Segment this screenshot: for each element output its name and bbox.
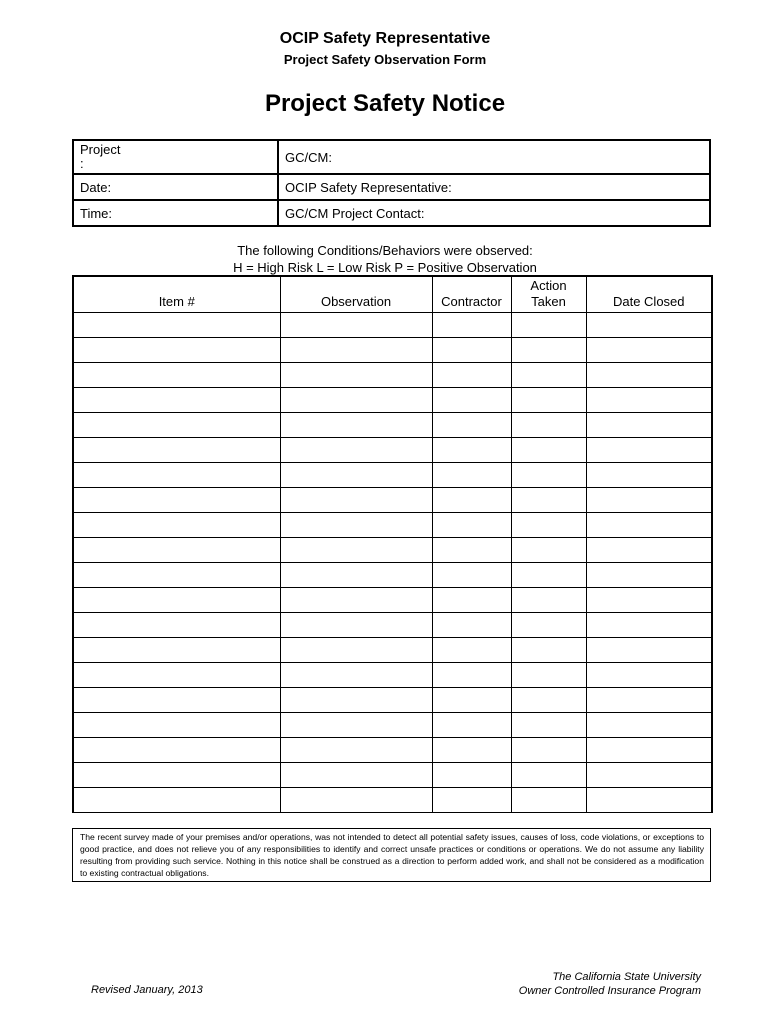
- date-closed-cell[interactable]: [586, 638, 712, 663]
- info-row-project: [73, 140, 710, 174]
- item-cell[interactable]: [73, 438, 280, 463]
- contractor-cell[interactable]: [432, 413, 511, 438]
- observation-cell[interactable]: [280, 463, 432, 488]
- observation-cell[interactable]: [280, 538, 432, 563]
- date-closed-cell[interactable]: [586, 438, 712, 463]
- observation-cell[interactable]: [280, 788, 432, 813]
- contractor-cell[interactable]: [432, 513, 511, 538]
- item-cell[interactable]: [73, 638, 280, 663]
- table-row: [73, 788, 712, 813]
- form-org-heading: OCIP Safety Representative: [279, 30, 491, 47]
- contractor-cell[interactable]: [432, 363, 511, 388]
- table-row: [73, 688, 712, 713]
- observation-cell[interactable]: [280, 513, 432, 538]
- contractor-cell[interactable]: [432, 638, 511, 663]
- contractor-cell[interactable]: [432, 438, 511, 463]
- item-cell[interactable]: [73, 613, 280, 638]
- footer-org: [519, 970, 701, 998]
- date-closed-cell[interactable]: [586, 738, 712, 763]
- item-cell[interactable]: [73, 338, 280, 363]
- contractor-cell[interactable]: [432, 563, 511, 588]
- action-taken-cell[interactable]: [511, 588, 586, 613]
- contractor-cell[interactable]: [432, 688, 511, 713]
- action-taken-cell[interactable]: [511, 563, 586, 588]
- date-closed-cell[interactable]: [586, 413, 712, 438]
- action-taken-cell[interactable]: [511, 388, 586, 413]
- disclaimer-text: The recent survey made of your premises and/or operations, was not intended to detect all potential safety issues, causes of loss, code violations, or exceptions to good practice, and does not relieve you of any responsibilities to identify and correct unsafe practices or conditions or operations. We do not assume any liability resulting from providing such service. Nothing in this notice shall be construed as a direction to perform added work, and shall not be considered as a modification to existing contractual obligations.: [72, 828, 711, 882]
- ocip-rep-field[interactable]: [278, 174, 710, 200]
- date-closed-cell[interactable]: [586, 563, 712, 588]
- item-cell[interactable]: [73, 563, 280, 588]
- date-closed-cell[interactable]: [586, 313, 712, 338]
- observation-cell[interactable]: [280, 363, 432, 388]
- table-row: [73, 438, 712, 463]
- observation-cell[interactable]: [280, 338, 432, 363]
- table-row: [73, 463, 712, 488]
- contractor-cell[interactable]: [432, 738, 511, 763]
- contractor-cell[interactable]: [432, 463, 511, 488]
- action-taken-cell[interactable]: [511, 788, 586, 813]
- item-cell[interactable]: [73, 663, 280, 688]
- col-header-observation: Observation: [280, 276, 432, 313]
- observation-cell[interactable]: [280, 313, 432, 338]
- contractor-cell[interactable]: [432, 388, 511, 413]
- project-field[interactable]: [73, 140, 278, 174]
- gccm-label: GC/CM:: [285, 149, 332, 165]
- item-cell[interactable]: [73, 763, 280, 788]
- table-row: [73, 513, 712, 538]
- table-row: [73, 388, 712, 413]
- observation-cell[interactable]: [280, 663, 432, 688]
- observation-cell[interactable]: [280, 763, 432, 788]
- table-row: [73, 763, 712, 788]
- ocip-rep-label: OCIP Safety Representative:: [285, 179, 452, 195]
- table-row: [73, 738, 712, 763]
- action-taken-cell[interactable]: [511, 688, 586, 713]
- contractor-cell[interactable]: [432, 313, 511, 338]
- action-taken-cell[interactable]: [511, 613, 586, 638]
- contractor-cell[interactable]: [432, 788, 511, 813]
- risk-legend: H = High Risk L = Low Risk P = Positive Observation: [233, 260, 537, 275]
- time-field[interactable]: [73, 200, 278, 226]
- project-info-table: [72, 139, 711, 227]
- observation-cell[interactable]: [280, 738, 432, 763]
- date-closed-cell[interactable]: [586, 713, 712, 738]
- contractor-cell[interactable]: [432, 538, 511, 563]
- observation-cell[interactable]: [280, 388, 432, 413]
- date-closed-cell[interactable]: [586, 538, 712, 563]
- table-row: [73, 413, 712, 438]
- table-row: [73, 588, 712, 613]
- item-cell[interactable]: [73, 588, 280, 613]
- date-closed-cell[interactable]: [586, 513, 712, 538]
- item-cell[interactable]: [73, 463, 280, 488]
- action-taken-cell[interactable]: [511, 738, 586, 763]
- gccm-contact-field[interactable]: [278, 200, 710, 226]
- observation-cell[interactable]: [280, 713, 432, 738]
- observation-rows: [73, 313, 712, 813]
- table-row: [73, 488, 712, 513]
- date-closed-cell[interactable]: [586, 338, 712, 363]
- info-row-date: [73, 174, 710, 200]
- observation-table: [72, 275, 713, 813]
- table-row: [73, 338, 712, 363]
- date-closed-cell[interactable]: [586, 613, 712, 638]
- date-closed-cell[interactable]: [586, 763, 712, 788]
- form-subheading: Project Safety Observation Form: [283, 52, 487, 67]
- time-label: Time:: [80, 205, 113, 221]
- col-header-action-line2: Taken: [531, 294, 566, 309]
- gccm-contact-label: GC/CM Project Contact:: [285, 205, 425, 221]
- action-taken-cell[interactable]: [511, 438, 586, 463]
- col-header-action-line1: Action: [530, 278, 567, 293]
- item-cell[interactable]: [73, 713, 280, 738]
- observation-cell[interactable]: [280, 413, 432, 438]
- table-row: [73, 363, 712, 388]
- table-row: [73, 313, 712, 338]
- date-field[interactable]: [73, 174, 278, 200]
- conditions-intro: The following Conditions/Behaviors were observed:: [237, 243, 533, 258]
- observation-cell[interactable]: [280, 613, 432, 638]
- footer-program: Owner Controlled Insurance Program: [518, 985, 701, 997]
- date-closed-cell[interactable]: [586, 663, 712, 688]
- contractor-cell[interactable]: [432, 663, 511, 688]
- date-closed-cell[interactable]: [586, 463, 712, 488]
- info-row-time: [73, 200, 710, 226]
- observation-cell[interactable]: [280, 563, 432, 588]
- footer-university: The California State University: [552, 971, 701, 983]
- table-row: [73, 613, 712, 638]
- table-row: [73, 563, 712, 588]
- item-cell[interactable]: [73, 413, 280, 438]
- date-closed-cell[interactable]: [586, 788, 712, 813]
- observation-cell[interactable]: [280, 588, 432, 613]
- action-taken-cell[interactable]: [511, 538, 586, 563]
- action-taken-cell[interactable]: [511, 513, 586, 538]
- date-closed-cell[interactable]: [586, 363, 712, 388]
- item-cell[interactable]: [73, 538, 280, 563]
- page-title: Project Safety Notice: [264, 90, 506, 117]
- item-cell[interactable]: [73, 688, 280, 713]
- project-label: Project: [80, 142, 121, 157]
- date-closed-cell[interactable]: [586, 688, 712, 713]
- item-cell[interactable]: [73, 313, 280, 338]
- action-taken-cell[interactable]: [511, 338, 586, 363]
- col-header-date-closed: Date Closed: [586, 276, 712, 313]
- revision-date: Revised January, 2013: [91, 984, 203, 996]
- action-taken-cell[interactable]: [511, 713, 586, 738]
- col-header-contractor: Contractor: [432, 276, 511, 313]
- action-taken-cell[interactable]: [511, 363, 586, 388]
- item-cell[interactable]: [73, 738, 280, 763]
- item-cell[interactable]: [73, 513, 280, 538]
- date-closed-cell[interactable]: [586, 588, 712, 613]
- observation-cell[interactable]: [280, 438, 432, 463]
- contractor-cell[interactable]: [432, 763, 511, 788]
- action-taken-cell[interactable]: [511, 763, 586, 788]
- action-taken-cell[interactable]: [511, 638, 586, 663]
- date-closed-cell[interactable]: [586, 388, 712, 413]
- col-header-action-taken: [511, 276, 586, 313]
- table-row: [73, 713, 712, 738]
- contractor-cell[interactable]: [432, 488, 511, 513]
- date-closed-cell[interactable]: [586, 488, 712, 513]
- item-cell[interactable]: [73, 788, 280, 813]
- contractor-cell[interactable]: [432, 613, 511, 638]
- observation-cell[interactable]: [280, 488, 432, 513]
- table-row: [73, 663, 712, 688]
- item-cell[interactable]: [73, 488, 280, 513]
- col-header-item: Item #: [73, 276, 280, 313]
- action-taken-cell[interactable]: [511, 663, 586, 688]
- action-taken-cell[interactable]: [511, 488, 586, 513]
- table-row: [73, 638, 712, 663]
- action-taken-cell[interactable]: [511, 413, 586, 438]
- contractor-cell[interactable]: [432, 588, 511, 613]
- project-label-colon: :: [80, 156, 84, 171]
- observation-cell[interactable]: [280, 638, 432, 663]
- action-taken-cell[interactable]: [511, 313, 586, 338]
- observation-header-row: [73, 276, 712, 313]
- action-taken-cell[interactable]: [511, 463, 586, 488]
- item-cell[interactable]: [73, 388, 280, 413]
- item-cell[interactable]: [73, 363, 280, 388]
- gccm-field[interactable]: [278, 140, 710, 174]
- date-label: Date:: [80, 179, 112, 195]
- contractor-cell[interactable]: [432, 713, 511, 738]
- table-row: [73, 538, 712, 563]
- contractor-cell[interactable]: [432, 338, 511, 363]
- observation-cell[interactable]: [280, 688, 432, 713]
